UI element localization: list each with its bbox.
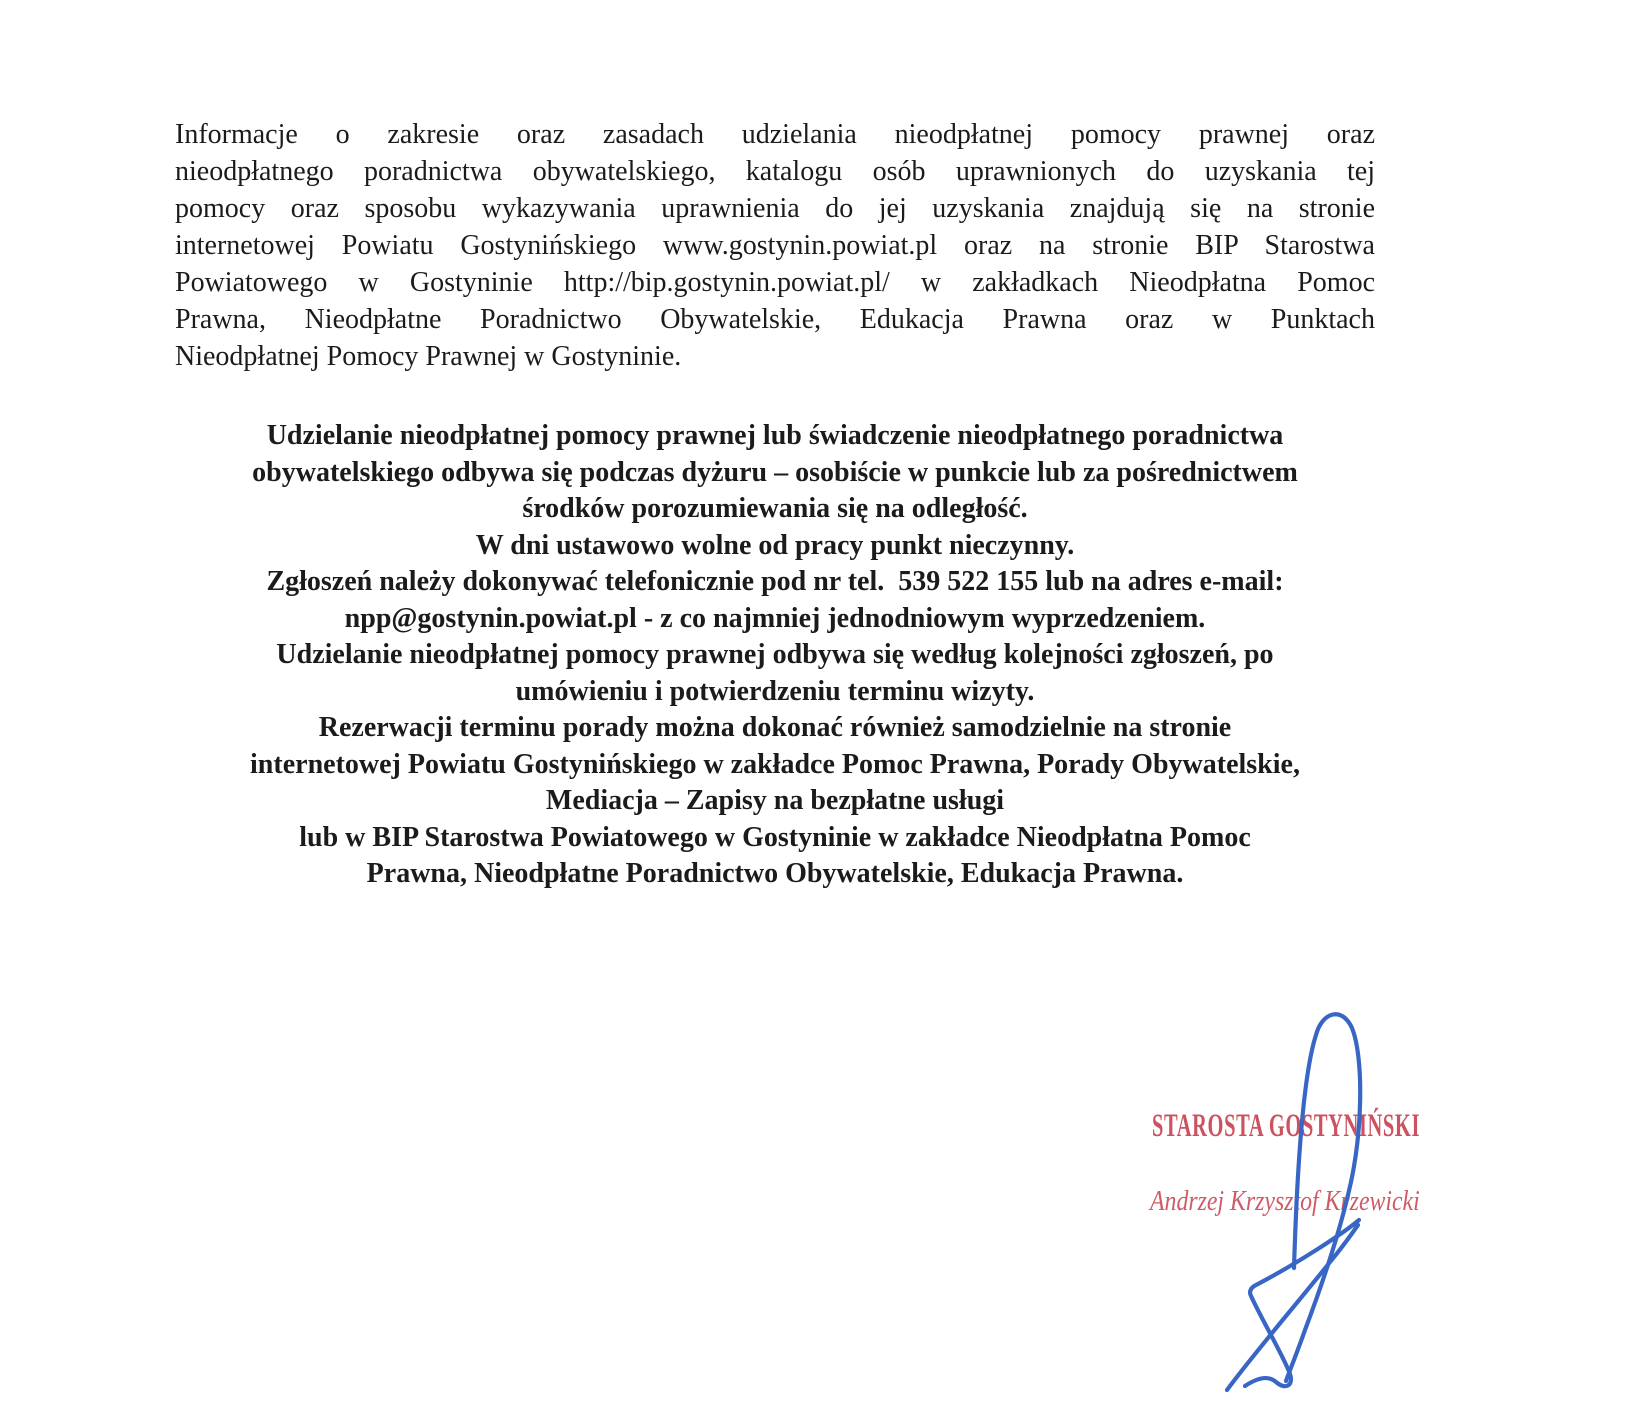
notice-line: lub w BIP Starostwa Powiatowego w Gostyninie w zakładce Nieodpłatna Pomoc (299, 821, 1251, 853)
signature-diagonal-stroke (1227, 1225, 1358, 1390)
stamp-name: Andrzej Krzysztof Krzewicki (1150, 1186, 1420, 1217)
notice-line: Prawna, Nieodpłatne Poradnictwo Obywatelskie, Edukacja Prawna. (366, 858, 1184, 889)
signature-zigzag-stroke (1245, 1220, 1359, 1386)
notice-line: umówieniu i potwierdzeniu terminu wizyty. (515, 675, 1035, 707)
notice-line: W dni ustawowo wolne od pracy punkt nieczynny. (475, 529, 1075, 561)
notice-line: Zgłoszeń należy dokonywać telefonicznie pod nr tel. 539 522 155 lub na adres e-mail: (266, 566, 1284, 597)
notice-line: Udzielanie nieodpłatnej pomocy prawnej odbywa się według kolejności zgłoszeń, po (276, 639, 1274, 670)
notice-line: npp@gostynin.powiat.pl - z co najmniej jednodniowym wyprzedzeniem. (344, 602, 1206, 634)
intro-paragraph (175, 116, 1375, 375)
stamp-title: STAROSTA GOSTYNIŃSKI (1152, 1108, 1421, 1144)
notice-line: obywatelskiego odbywa się podczas dyżuru – osobiście w punkcie lub za pośrednictwem (252, 456, 1298, 488)
intro-line: pomocy oraz sposobu wykazywania uprawnienia do jej uzyskania znajdują się na stronie (175, 193, 1375, 224)
notice-line: Udzielanie nieodpłatnej pomocy prawnej lub świadczenie nieodpłatnego poradnictwa (266, 420, 1284, 451)
intro-line: Nieodpłatnej Pomocy Prawnej w Gostyninie. (175, 341, 682, 372)
notice-line: Mediacja – Zapisy na bezpłatne usługi (545, 785, 1005, 816)
intro-line: Powiatowego w Gostyninie http://bip.gostynin.powiat.pl/ w zakładkach Nieodpłatna Pomoc (175, 267, 1375, 298)
notice-line: środków porozumiewania się na odległość. (522, 493, 1028, 524)
intro-line: internetowej Powiatu Gostynińskiego www.gostynin.powiat.pl oraz na stronie BIP Starostwa (175, 230, 1375, 261)
notice-line: Rezerwacji terminu porady można dokonać również samodzielnie na stronie (318, 712, 1232, 743)
bold-notice-section (175, 418, 1375, 893)
notice-line: internetowej Powiatu Gostynińskiego w zakładce Pomoc Prawna, Porady Obywatelskie, (250, 748, 1300, 780)
intro-line: Informacje o zakresie oraz zasadach udzielania nieodpłatnej pomocy prawnej oraz (175, 119, 1375, 150)
intro-line: Prawna, Nieodpłatne Poradnictwo Obywatelskie, Edukacja Prawna oraz w Punktach (175, 304, 1375, 335)
intro-line: nieodpłatnego poradnictwa obywatelskiego, katalogu osób uprawnionych do uzyskania tej (175, 156, 1375, 187)
